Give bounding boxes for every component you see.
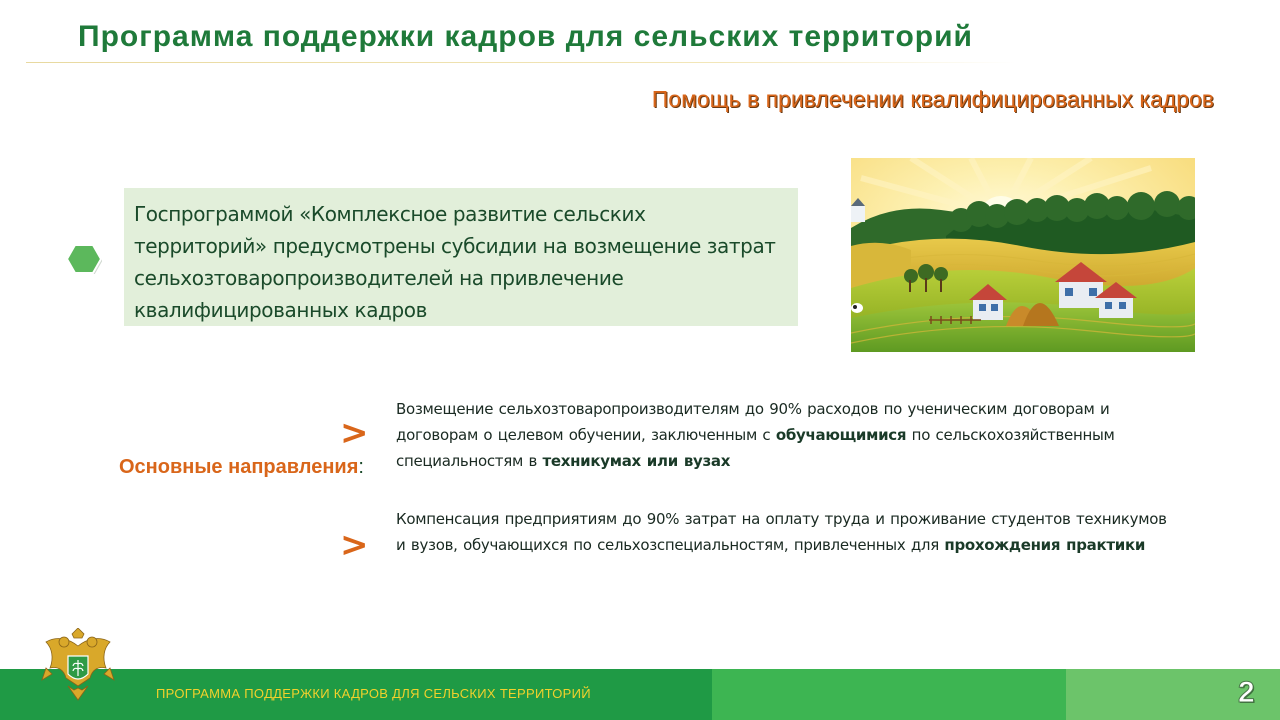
direction-text: по сельскохозяйственным специальностям в — [396, 426, 1115, 470]
chevron-right-icon: > — [340, 413, 369, 453]
slide-subtitle: Помощь в привлечении квалифицированных кадров — [651, 86, 1214, 112]
direction-highlight: обучающимися — [775, 426, 907, 444]
direction-text: Возмещение сельхозтоваропроизводителям до 90% расходов по ученическим договорам и договорам о целевом обучении, заключенным с — [396, 400, 1110, 444]
directions-label-text: Основные направления — [119, 456, 359, 478]
double-headed-eagle-emblem — [38, 628, 118, 710]
footer-title: ПРОГРАММА ПОДДЕРЖКИ КАДРОВ ДЛЯ СЕЛЬСКИХ ТЕРРИТОРИЙ — [156, 686, 591, 701]
direction-text: Компенсация предприятиям до 90% затрат на оплату труда и проживание студентов техникумов и вузов, обучающихся по сельхозспециальностям, привлеченных для — [396, 510, 1167, 554]
slide-title: Программа поддержки кадров для сельских территорий — [78, 20, 973, 53]
direction-highlight: техникумах или вузах — [542, 452, 731, 470]
hexagon-bullet-icon — [66, 244, 102, 274]
program-callout — [124, 188, 798, 326]
direction-item — [396, 396, 1176, 474]
page-number: 2 — [1238, 676, 1255, 709]
chevron-right-icon: > — [340, 525, 369, 565]
title-divider — [26, 62, 1016, 63]
direction-item — [396, 506, 1176, 558]
footer-segment-mid — [712, 669, 1066, 720]
directions-label-colon: : — [358, 456, 364, 478]
direction-highlight: прохождения практики — [944, 536, 1146, 554]
program-callout-text: Госпрограммой «Комплексное развитие сельских территорий» предусмотрены субсидии на возмещение затрат сельхозтоваропроизводителей на привлечение квалифицированных кадров — [134, 202, 776, 322]
directions-label — [119, 454, 364, 481]
rural-landscape-illustration — [851, 158, 1195, 352]
